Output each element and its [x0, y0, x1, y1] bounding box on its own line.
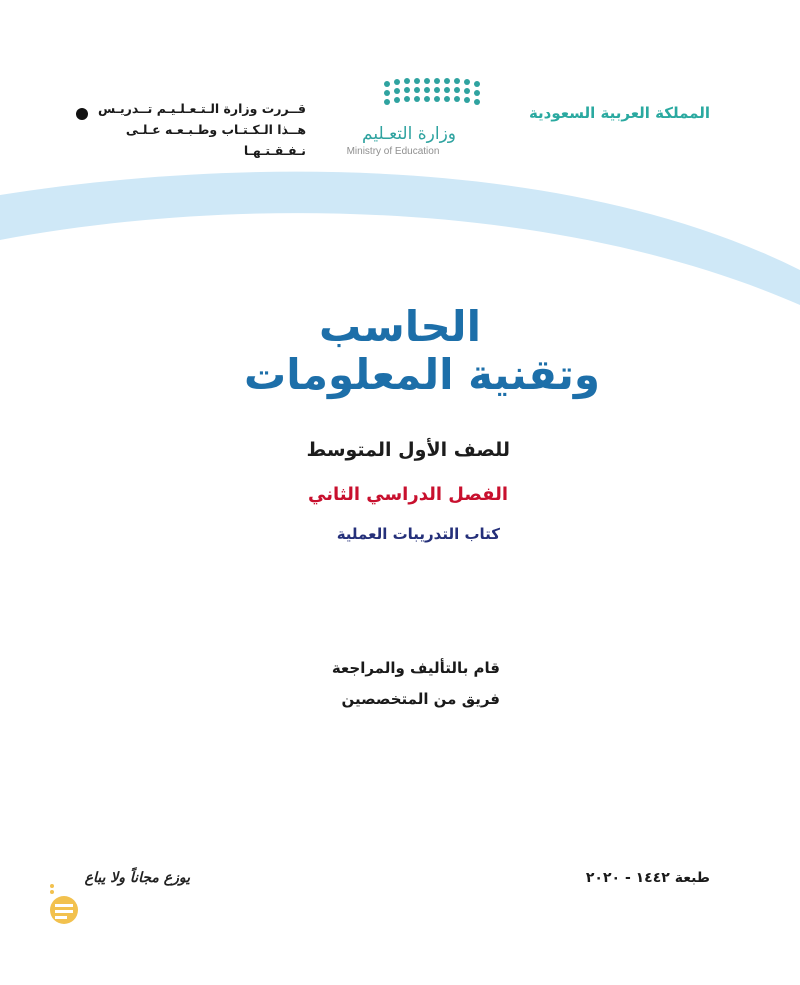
book-type: كتاب التدريبات العملية	[336, 525, 500, 543]
approval-line-2: هــذا الـكـتـاب وطـبـعـه عـلـى نـفـقـتـهـا	[125, 122, 306, 158]
authorship-line: قام بالتأليف والمراجعة	[331, 659, 500, 677]
approval-line-1: قــررت وزارة الـتـعـلـيـم تــدريـس	[98, 101, 306, 116]
book-title-line-2: وتقنية المعلومات	[244, 350, 600, 399]
ministry-name-english: Ministry of Education	[346, 146, 440, 157]
free-distribution-note: يوزع مجاناً ولا يباع	[84, 870, 190, 886]
bullet-dot-icon	[76, 108, 88, 120]
kingdom-name: المملكة العربية السعودية	[528, 104, 710, 122]
approval-statement	[96, 98, 306, 161]
ministry-name-arabic: وزارة التعـليم	[362, 124, 456, 144]
book-title-line-1: الحاسب	[319, 302, 481, 351]
publisher-logo-icon	[44, 880, 84, 934]
semester: الفصل الدراسي الثاني	[308, 484, 508, 505]
grade-level: للصف الأول المتوسط	[306, 439, 510, 461]
authors-team: فريق من المتخصصين	[341, 690, 500, 708]
edition-year: طبعة ١٤٤٢ - ٢٠٢٠	[585, 870, 710, 886]
